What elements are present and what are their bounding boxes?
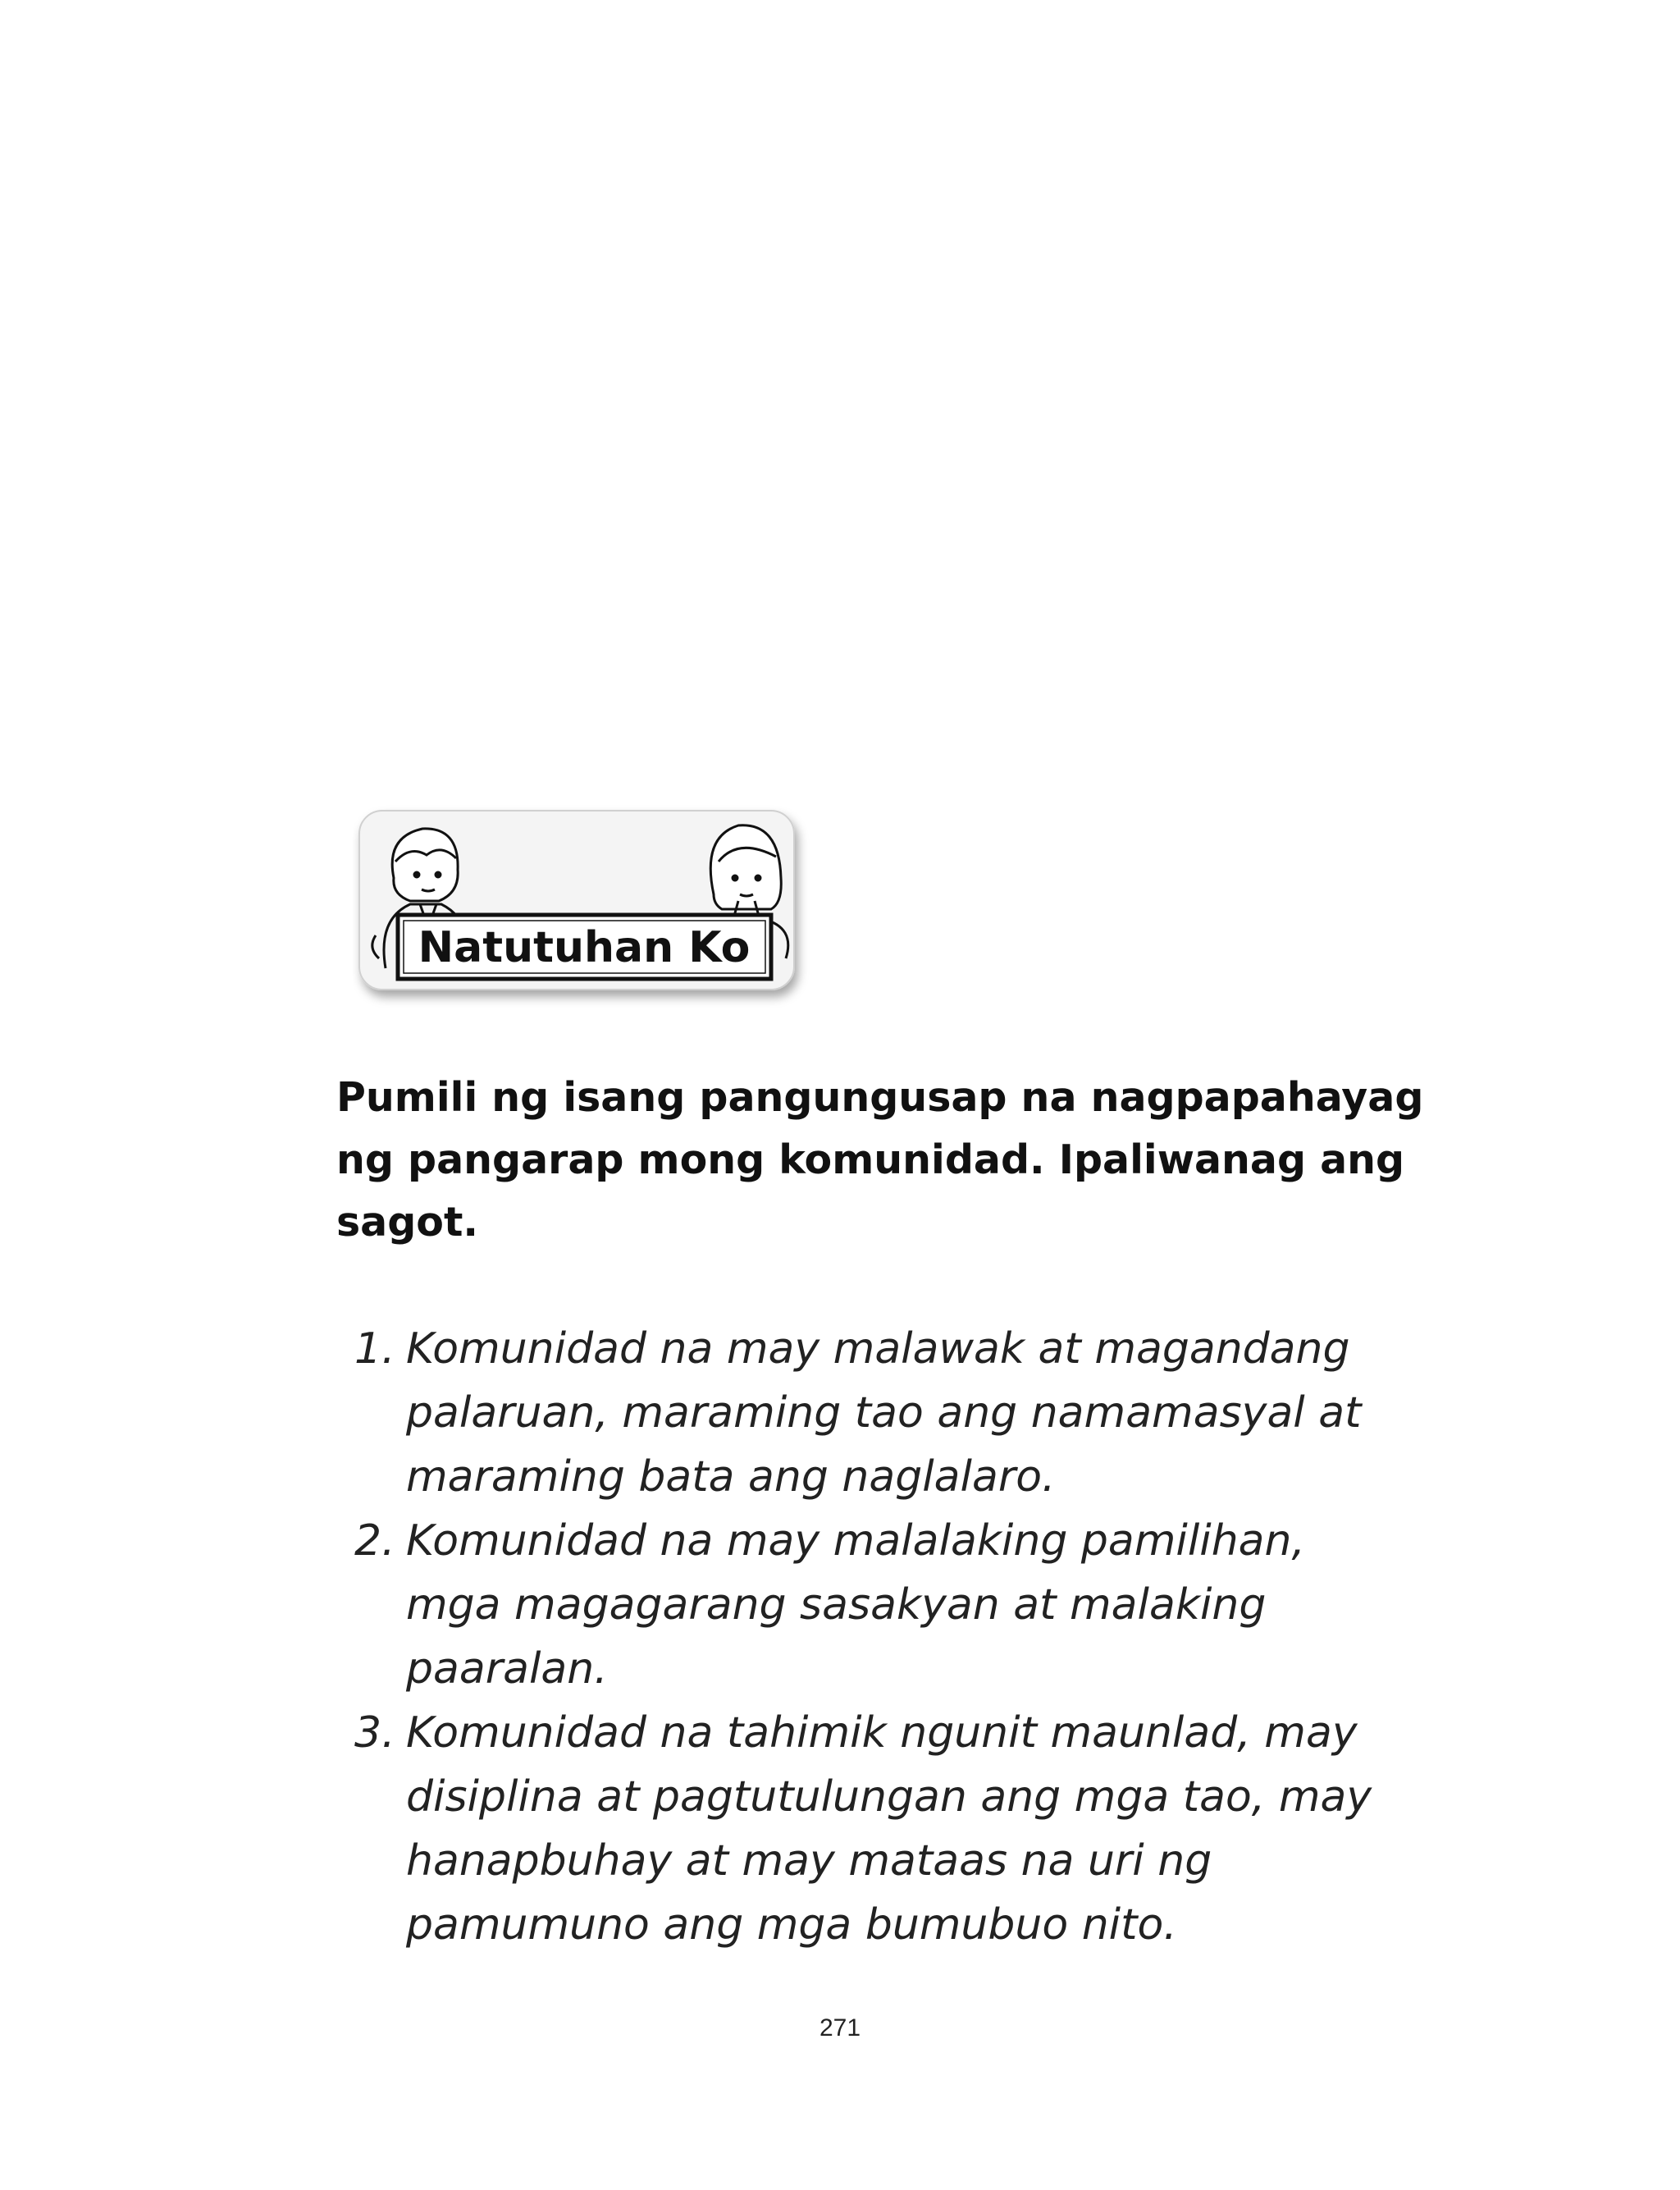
option-line: Komunidad na may malalaking pamilihan, [406,1516,1306,1566]
option-line: hanapbuhay at may mataas na uri ng [406,1836,1212,1886]
page-number: 271 [819,2014,861,2041]
option-line: mga magagarang sasakyan at malaking [406,1580,1267,1630]
options-list [336,1317,1436,1957]
option-line: palaruan, maraming tao ang namamasyal at [406,1388,1362,1438]
banner-illustration [353,804,812,1009]
option-line: Komunidad na may malawak at magandang [406,1324,1350,1374]
option-item-2 [336,1509,1436,1701]
option-line: disiplina at pagtutulungan ang mga tao, may [406,1772,1372,1822]
option-line: maraming bata ang naglalaro. [406,1452,1056,1502]
option-number: 3. [354,1708,395,1758]
instruction-text: Pumili ng isang pangungusap na nagpapahayag ng pangarap mong komunidad. Ipaliwanag ang sagot. [336,1074,1424,1246]
banner-label: Natutuhan Ko [418,923,751,972]
option-line: Komunidad na tahimik ngunit maunlad, may [406,1708,1358,1758]
natutuhan-ko-banner [353,804,812,1009]
option-number: 1. [354,1324,395,1374]
option-line: paaralan. [406,1644,608,1694]
option-number: 2. [354,1516,395,1566]
option-item-3 [336,1701,1436,1957]
option-line: pamumuno ang mga bumubuo nito. [406,1900,1177,1950]
option-item-1 [336,1317,1436,1509]
